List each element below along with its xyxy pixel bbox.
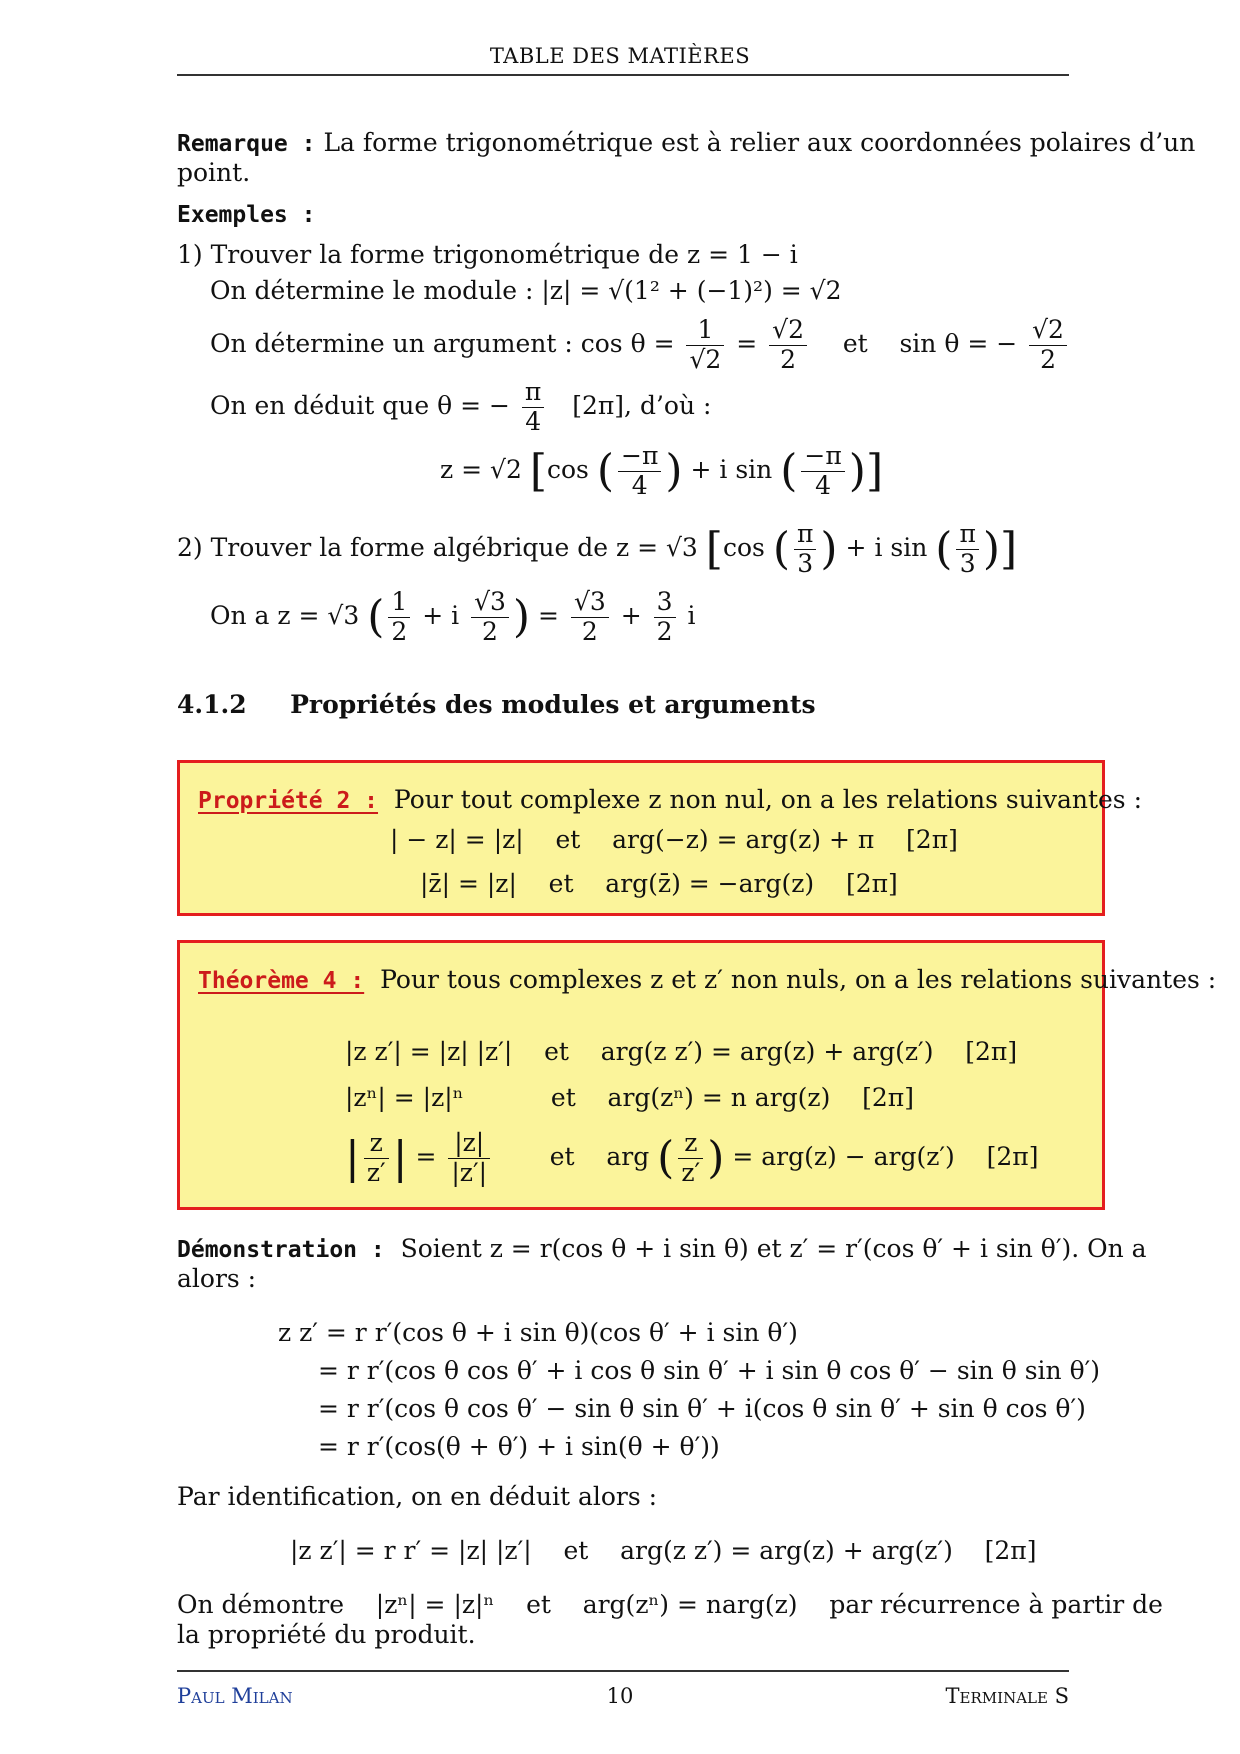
propriete-box: [177, 760, 1143, 916]
ex2-calc-i: i: [687, 600, 696, 630]
theoreme-rel3-f1: $\frac{z}{z'}$: [364, 1129, 389, 1188]
ex2-calc-f4: $\frac{3}{2}$: [654, 588, 676, 647]
ex2-calc-plus-i: + i: [422, 600, 460, 630]
demo-final-1: On démontre |zⁿ| = |z|ⁿ et arg(zⁿ) = narg(z) par récurrence à partir de: [177, 1590, 1163, 1619]
ex1-result-frac: $\frac{-\pi}{4}$: [618, 442, 661, 501]
theoreme-rel3-arg: arg: [606, 1141, 650, 1171]
ex1-title: 1) Trouver la forme trigonométrique de z = 1 − i: [177, 240, 798, 269]
ex2-frac-2: $\frac{\pi}{3}$: [956, 520, 978, 579]
theoreme-rel3-et: et: [549, 1141, 575, 1171]
ex1-result-pre: z = √2: [440, 454, 522, 484]
remarque-line1: [177, 128, 1195, 157]
theoreme-rel2: |zⁿ| = |z|ⁿ et arg(zⁿ) = n arg(z) [2π]: [345, 1083, 914, 1112]
demo-ident-eq: |z z′| = r r′ = |z| |z′| et arg(z z′) = arg(z) + arg(z′) [2π]: [290, 1536, 1037, 1565]
demo-eq2: = r r′(cos θ cos θ′ + i cos θ sin θ′ + i sin θ cos θ′ − sin θ sin θ′): [318, 1356, 1101, 1385]
ex2-title: 2) Trouver la forme algébrique de z = √3 [cos ( $\frac{\pi}{3}$ ) + i sin ( $\frac{\pi}{3}$ )]: [177, 519, 1018, 578]
ex2-calc-f2: $\frac{√3}{2}$: [471, 588, 509, 647]
ex1-result-mid: + i sin: [690, 454, 773, 484]
theoreme-label: Théorème 4 :: [198, 968, 365, 994]
ex2-calc: On a z = √3 ( $\frac{1}{2}$ + i $\frac{√3}{2}$ ) = $\frac{√3}{2}$ + $\frac{3}{2}$ i: [210, 587, 696, 646]
exemples-label: Exemples :: [177, 202, 316, 228]
ex1-deduce-text: On en déduit que θ = −: [210, 390, 510, 420]
theoreme-intro-line: [198, 965, 1216, 994]
ex2-calc-pre: On a z = √3: [210, 600, 360, 630]
ex2-calc-f1: $\frac{1}{2}$: [388, 588, 410, 647]
theoreme-rel3-eq: =: [415, 1141, 437, 1171]
theoreme-rel3-f3: $\frac{z}{z'}$: [678, 1129, 703, 1188]
header-rule: [177, 74, 1069, 76]
propriete-rel2: |z̄| = |z| et arg(z̄) = −arg(z) [2π]: [420, 869, 898, 898]
remarque-text-2: point.: [177, 158, 251, 187]
demo-final-2: la propriété du produit.: [177, 1620, 476, 1649]
propriete-intro: Pour tout complexe z non nul, on a les relations suivantes :: [393, 785, 1143, 814]
footer-rule: [177, 1670, 1069, 1672]
ex1-arg-intro: On détermine un argument : cos θ =: [210, 328, 675, 358]
ex1-et: et: [842, 328, 868, 358]
demo-text-1: Soient z = r(cos θ + i sin θ) et z′ = r′(cos θ′ + i sin θ′). On a: [400, 1234, 1147, 1263]
remarque-text-1: La forme trigonométrique est à relier aux coordonnées polaires d’un: [323, 128, 1196, 157]
footer-level: Terminale S: [945, 1684, 1069, 1708]
propriete-rel1: | − z| = |z| et arg(−z) = arg(z) + π [2π]: [390, 825, 958, 854]
ex1-deduce: [210, 378, 711, 437]
ex2-calc-eq: =: [538, 600, 559, 630]
demo-label: Démonstration :: [177, 1237, 385, 1263]
remarque-label: Remarque :: [177, 131, 316, 157]
demo-ident: Par identification, on en déduit alors :: [177, 1482, 658, 1511]
demo-eq4: = r r′(cos(θ + θ′) + i sin(θ + θ′)): [318, 1432, 720, 1461]
ex1-frac-1: $\frac{1}{√2}$: [686, 316, 724, 375]
demo-eq3: = r r′(cos θ cos θ′ − sin θ sin θ′ + i(cos θ sin θ′ + sin θ cos θ′): [318, 1394, 1086, 1423]
ex2-calc-f3: $\frac{√3}{2}$: [571, 588, 609, 647]
propriete-label: Propriété 2 :: [198, 788, 379, 814]
ex1-result: z = √2 [cos ( $\frac{-\pi}{4}$ ) + i sin ( $\frac{-\pi}{4}$ )]: [440, 441, 884, 500]
demo-line1: [177, 1234, 1147, 1263]
demo-eq1: z z′ = r r′(cos θ + i sin θ)(cos θ′ + i sin θ′): [278, 1318, 798, 1347]
theoreme-intro: Pour tous complexes z et z′ non nuls, on a les relations suivantes :: [380, 965, 1217, 994]
theoreme-rel3-end: = arg(z) − arg(z′) [2π]: [732, 1141, 1039, 1171]
ex1-module: On détermine le module : |z| = √(1² + (−1)²) = √2: [210, 276, 842, 305]
theoreme-rel3: | $\frac{z}{z'}$ | = $\frac{|z|}{|z'|}$ et arg ( $\frac{z}{z'}$ ) = arg(z) − arg(z′) [2π]: [345, 1128, 1039, 1187]
ex2-title-cos: cos: [722, 532, 765, 562]
theoreme-box: [177, 940, 1217, 1210]
ex1-deduce-frac: $\frac{\pi}{4}$: [522, 378, 544, 437]
running-header: TABLE DES MATIÈRES: [489, 44, 751, 68]
ex2-calc-plus: +: [620, 600, 642, 630]
footer-page-number: 10: [606, 1684, 634, 1708]
ex1-argument: On détermine un argument : cos θ = $\frac{1}{√2}$ = $\frac{√2}{2}$ et sin θ = − $\frac{√2}{2}$: [210, 316, 1071, 375]
demo-text-2: alors :: [177, 1264, 257, 1293]
ex1-deduce-end: [2π], d’où :: [572, 390, 712, 420]
ex2-frac-1: $\frac{\pi}{3}$: [794, 520, 816, 579]
ex2-title-pre: 2) Trouver la forme algébrique de z = √3: [177, 532, 698, 562]
ex2-title-mid: + i sin: [845, 532, 928, 562]
ex1-frac-2: $\frac{√2}{2}$: [769, 316, 807, 375]
ex1-sin: sin θ = −: [899, 328, 1018, 358]
propriete-intro-line: [198, 785, 1142, 814]
theoreme-rel1: |z z′| = |z| |z′| et arg(z z′) = arg(z) + arg(z′) [2π]: [345, 1037, 1018, 1066]
ex1-result-frac2: $\frac{-\pi}{4}$: [801, 442, 844, 501]
footer-author: Paul Milan: [177, 1684, 293, 1708]
section-number: 4.1.2: [177, 690, 247, 719]
section-title: Propriétés des modules et arguments: [290, 690, 816, 719]
ex1-result-cos: cos: [546, 454, 589, 484]
ex1-frac-3: $\frac{√2}{2}$: [1029, 316, 1067, 375]
section-heading: [177, 690, 816, 719]
theoreme-rel3-f2: $\frac{|z|}{|z'|}$: [448, 1129, 490, 1188]
